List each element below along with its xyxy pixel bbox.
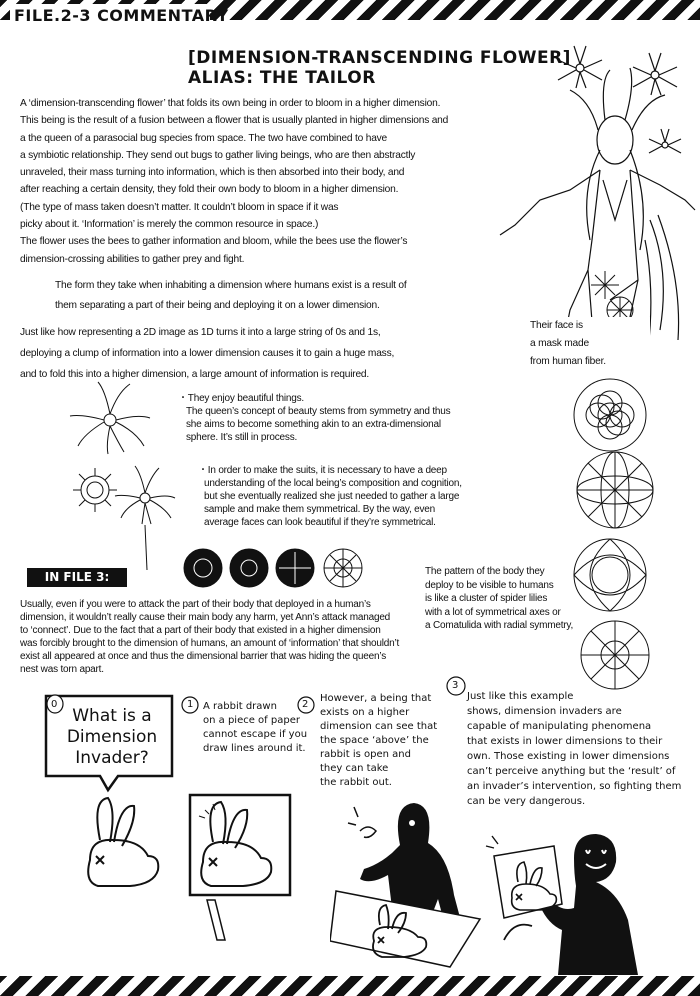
intro-line: a the queen of a parasocial bug species from space. The two have combined to have (20, 132, 388, 144)
step-2-line: dimension can see that (320, 721, 438, 732)
suits-note-line: average faces can look beautiful if they’re symmetrical. (204, 517, 436, 528)
suits-note-line: ・In order to make the suits, it is necessary to have a deep (198, 465, 447, 476)
spider-lily-drawings (65, 380, 180, 570)
intro-line: after reaching a certain density, they fold their own body to bloom in a higher dimension. (20, 184, 399, 196)
framed-rabbit-drawing (185, 790, 300, 950)
pattern-note-line: deploy to be visible to humans (425, 579, 554, 591)
intro-line: picky about it. ‘Information’ is merely the common resource in space.) (20, 219, 319, 231)
step-number-3: 3 (452, 680, 459, 691)
intro-line: (The type of mass taken doesn’t matter. It couldn’t bloom in space if it was (20, 201, 339, 213)
rabbit-drawing (70, 790, 180, 900)
step-0-line: Invader? (75, 748, 149, 768)
step-2-text (320, 692, 445, 790)
pattern-note-line: The pattern of the body they (425, 566, 545, 577)
step-2-line: exists on a higher (320, 707, 410, 718)
intro-line: A ‘dimension-transcending flower’ that folds its own being in order to bloom in a higher dimension. (20, 98, 441, 109)
face-note-line: from human fiber. (530, 356, 606, 367)
step-3-line: shows, dimension invaders are (467, 706, 622, 717)
intro-line: dimension-crossing abilities to gather prey and fight. (20, 253, 245, 265)
step-3-line: that exists in lower dimensions to their (467, 736, 663, 747)
symmetric-spheres-illustration (555, 375, 695, 705)
step-3-line: can’t perceive anything but the ‘result’ of (467, 766, 676, 777)
hazard-stripe-bottom (0, 976, 700, 996)
file3-line: dimension, it wouldn’t really cause their main body any harm, yet Ann’s attack managed (20, 612, 391, 623)
file3-paragraph (20, 598, 450, 676)
pattern-note-line: a Comatulida with radial symmetry, (425, 620, 574, 631)
intro-line: This being is the result of a fusion between a flower that is usually planted in higher dimensions and (20, 115, 449, 127)
beauty-note-line: The queen’s concept of beauty stems from symmetry and thus (186, 406, 451, 417)
article-title-line2: ALIAS: THE TAILOR (188, 68, 376, 88)
face-note-line: a mask made (530, 338, 589, 349)
step-3-line: can be very dangerous. (467, 796, 586, 807)
flower-balls-row (183, 546, 368, 591)
file3-line: exist all appeared at once and thus the dimensional barrier that was hiding the queen’s (20, 651, 386, 662)
form-line: them separating a part of their being and deploying it on a lower dimension. (55, 300, 380, 311)
intro-line: a symbiotic relationship. They send out bugs to gather living beings, who are then abstractly (20, 149, 416, 161)
form-line: The form they take when inhabiting a dimension where humans exist is a result of (55, 280, 407, 291)
mass-paragraph (20, 322, 430, 385)
beauty-note-line: ・They enjoy beautiful things. (178, 393, 304, 404)
mass-line: Just like how representing a 2D image as 1D turns it into a large string of 0s and 1s, (20, 327, 381, 338)
file3-line: Usually, even if you were to attack the part of their body that deployed in a human’s (20, 599, 371, 610)
mass-line: and to fold this into a higher dimension, a large amount of information is required. (20, 369, 370, 380)
step-0-text (52, 706, 172, 769)
pattern-note-line: with a lot of symmetrical axes or (425, 606, 561, 618)
file3-label: IN FILE 3: (27, 568, 127, 587)
intro-paragraph (20, 95, 490, 268)
face-note-line: Their face is (530, 320, 583, 331)
suits-note (198, 464, 498, 529)
file3-line: to ‘connect’. Due to the fact that a part of their body that existed in a higher dimension (20, 625, 381, 636)
beauty-note-line: she aims to become something akin to an extra-dimensional (186, 419, 441, 430)
intro-line: The flower uses the bees to gather information and bloom, while the bees use the flower’s (20, 236, 408, 248)
step-0-line: What is a (72, 706, 152, 726)
step-2-line: rabbit is open and (320, 749, 411, 760)
beauty-note (178, 392, 478, 444)
step-1-line: on a piece of paper (203, 715, 300, 726)
file3-line: nest was torn apart. (20, 664, 104, 675)
step-3-text (467, 689, 692, 809)
suits-note-line: but she eventually realized she just needed to gather a large (204, 491, 460, 502)
step-2-line: However, a being that (320, 693, 432, 704)
step-2-line: the space ‘above’ the (320, 735, 429, 746)
intro-line: unraveled, their mass turning into information, which is then absorbed into their body, and (20, 167, 405, 179)
step-2-line: the rabbit out. (320, 777, 392, 788)
file3-line: was forcibly brought to the dimension of humans, an amount of ‘information’ that shouldn’t (20, 638, 400, 649)
beauty-note-line: sphere. It’s still in process. (186, 432, 298, 443)
suits-note-line: sample and make them symmetrical. By the way, even (204, 504, 436, 515)
invader-holding-rabbit (478, 820, 658, 975)
step-1-line: A rabbit drawn (203, 701, 277, 712)
step-3-line: capable of manipulating phenomena (467, 721, 652, 732)
pattern-note-line: is like a cluster of spider lilies (425, 593, 548, 604)
suits-note-line: understanding of the local being’s composition and cognition, (204, 478, 462, 489)
step-number-2: 2 (302, 699, 309, 710)
higher-being-silhouette (330, 795, 490, 970)
step-1-line: cannot escape if you (203, 729, 308, 740)
step-3-line: Just like this example (467, 691, 574, 702)
mass-line: deploying a clump of information into a lower dimension causes it to gain a huge mass, (20, 348, 395, 359)
header-title: FILE.2-3 COMMENTARY (14, 6, 229, 25)
step-number-0: 0 (51, 699, 58, 710)
face-note (530, 317, 650, 371)
form-paragraph (55, 276, 435, 316)
step-number-1: 1 (187, 699, 194, 710)
step-3-line: an invader’s intervention, so fighting them (467, 781, 682, 792)
step-0-line: Dimension (66, 727, 158, 747)
article-title-line1: [DIMENSION-TRANSCENDING FLOWER] (188, 48, 571, 68)
step-3-line: own. Those existing in lower dimensions (467, 751, 670, 762)
step-1-line: draw lines around it. (203, 743, 306, 754)
step-2-line: they can take (320, 763, 389, 774)
